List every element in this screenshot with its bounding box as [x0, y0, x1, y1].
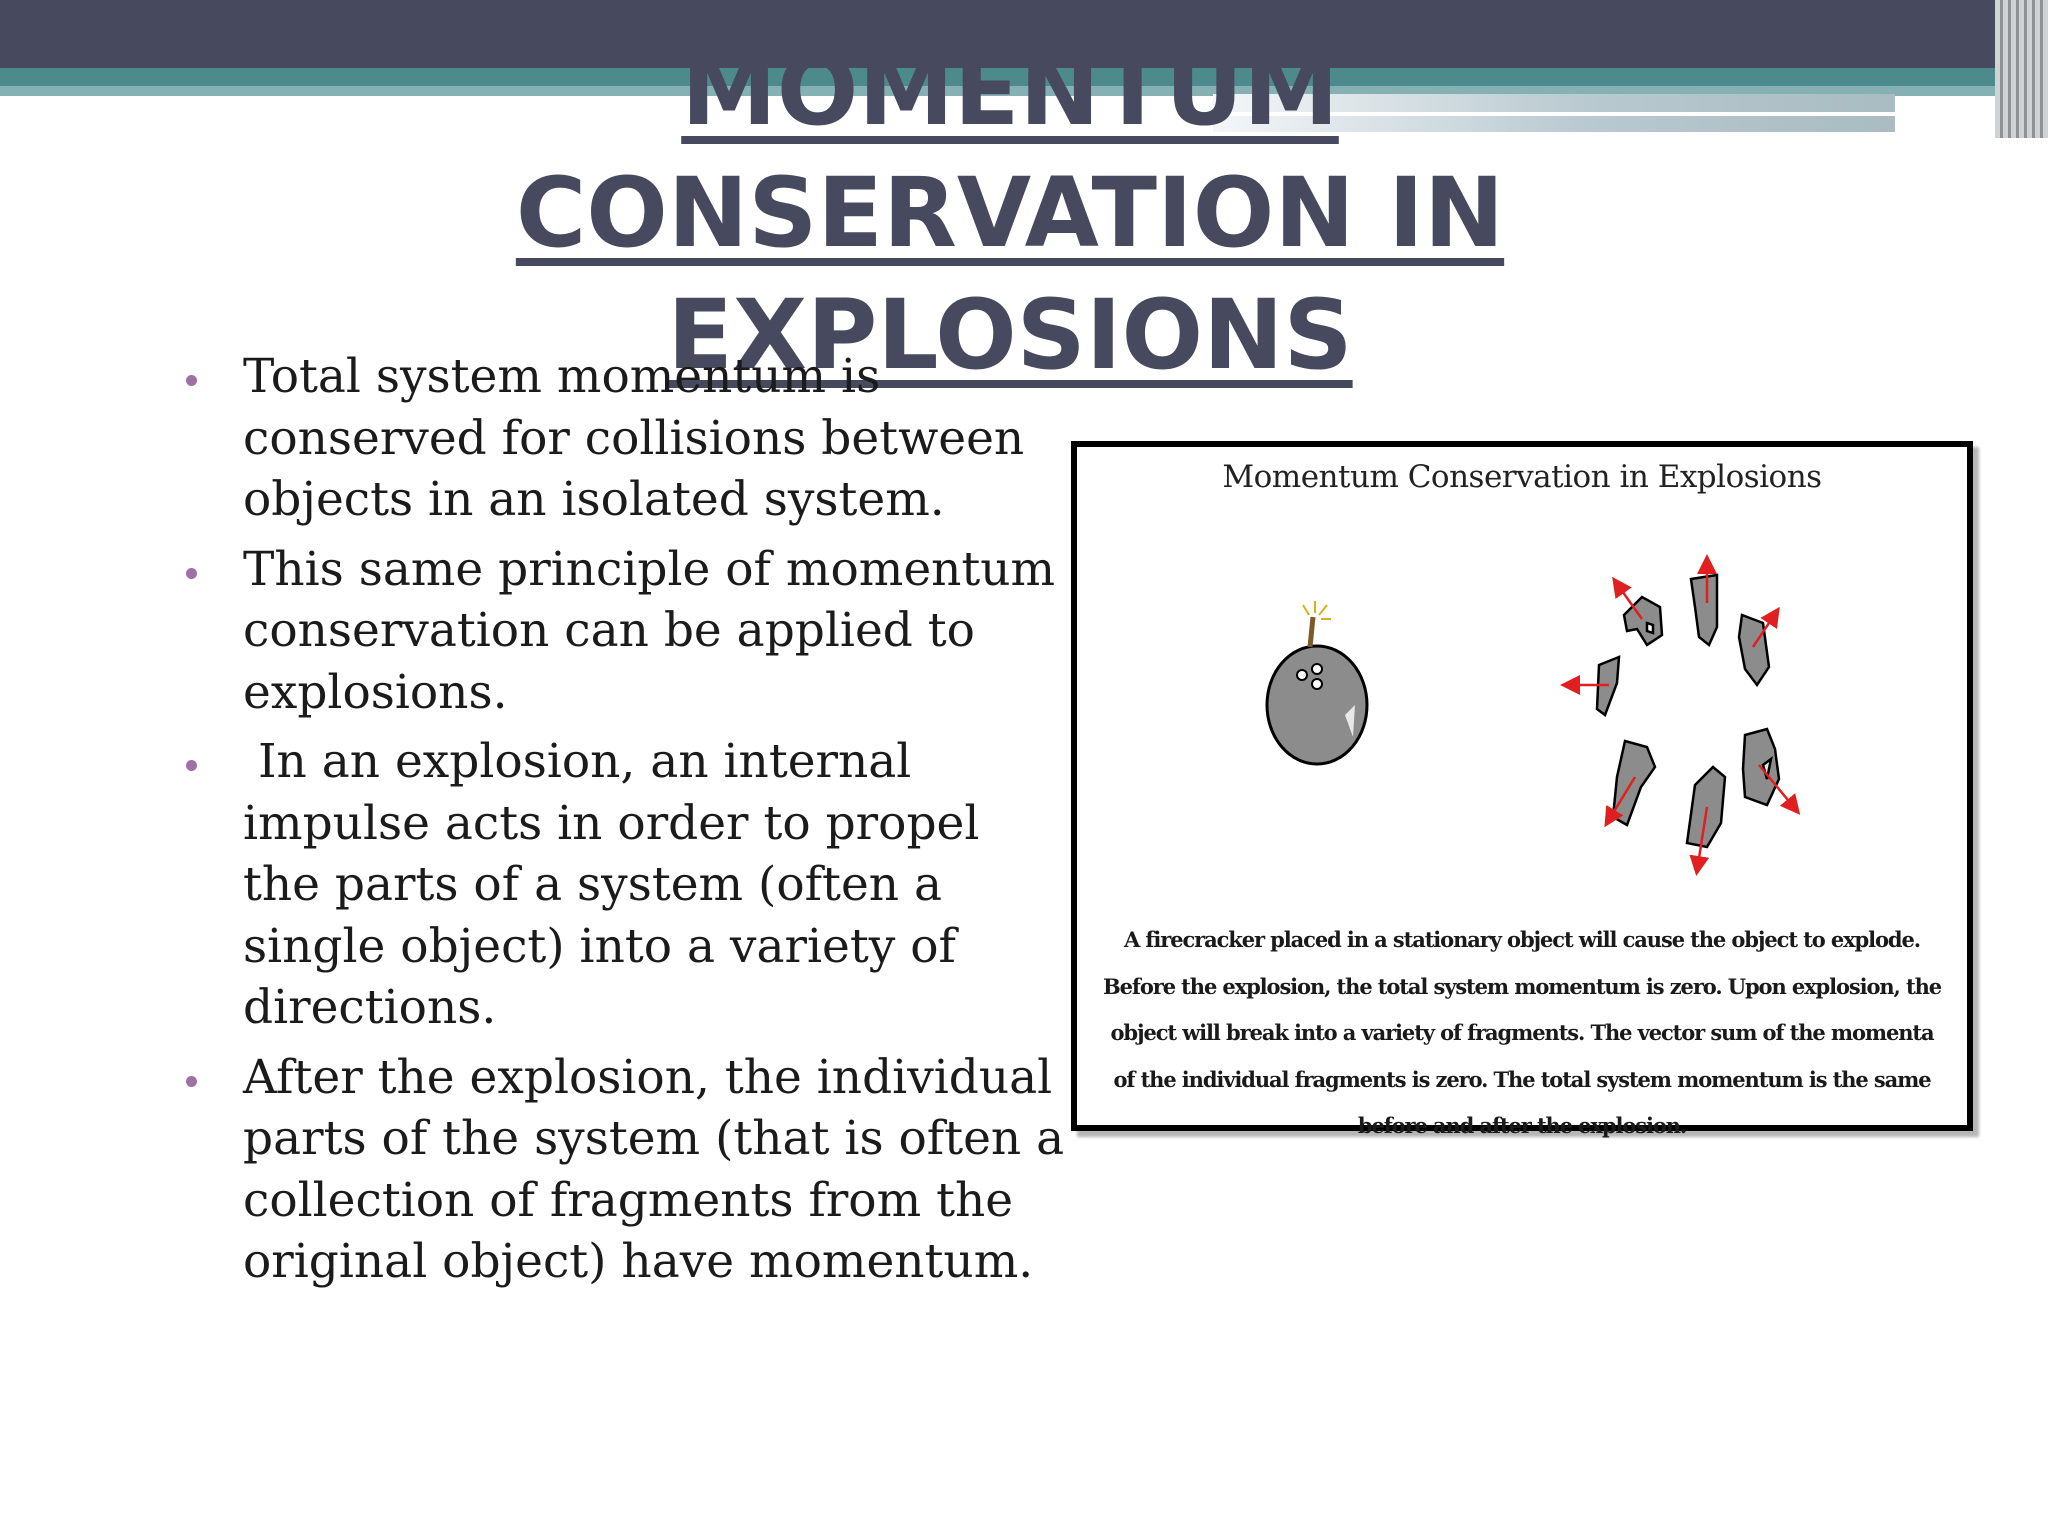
bullet-item — [186, 346, 1066, 531]
figure-caption: A firecracker placed in a stationary object will cause the object to explode. Before the explosion, the total system momentum is zero. Upon explosion, the object will break into a variety of fragments. The vector sum of the momenta of the individual fragments is zero. The total system momentum is the same before and after the explosion. — [1102, 927, 1941, 1138]
bullet-dot-icon — [186, 1076, 197, 1087]
spark-icon — [1303, 601, 1331, 619]
fragments-icon — [1597, 575, 1779, 847]
momentum-arrows — [1565, 559, 1797, 871]
bullet-dot-icon — [186, 375, 197, 386]
slide-title-line-1: MOMENTUM CONSERVATION IN — [515, 35, 1505, 269]
bullet-dot-icon — [186, 568, 197, 579]
bomb-icon — [1267, 601, 1367, 764]
corner-stripes — [1995, 0, 2048, 138]
bullet-text: This same principle of momentum conservation can be applied to explosions. — [243, 541, 1056, 720]
bullet-text: After the explosion, the individual parts of the system (that is often a collection of fragments from the original object) have momentum. — [243, 1049, 1065, 1289]
bullet-item — [186, 731, 1066, 1039]
slide-title-line-2: EXPLOSIONS — [667, 279, 1353, 391]
figure-title: Momentum Conservation in Explosions — [1222, 459, 1822, 495]
bullet-text: In an explosion, an internal impulse acts in order to propel the parts of a system (often a single object) into a variety of directions. — [243, 734, 995, 1035]
bullet-list — [186, 346, 1066, 1301]
bullet-dot-icon — [186, 760, 197, 771]
bullet-item — [186, 1047, 1066, 1293]
bullet-item — [186, 539, 1066, 724]
bullet-text: Total system momentum is conserved for collisions between objects in an isolated system. — [243, 349, 1025, 527]
explosion-figure — [1071, 441, 1973, 1138]
slide-title — [300, 30, 1720, 396]
